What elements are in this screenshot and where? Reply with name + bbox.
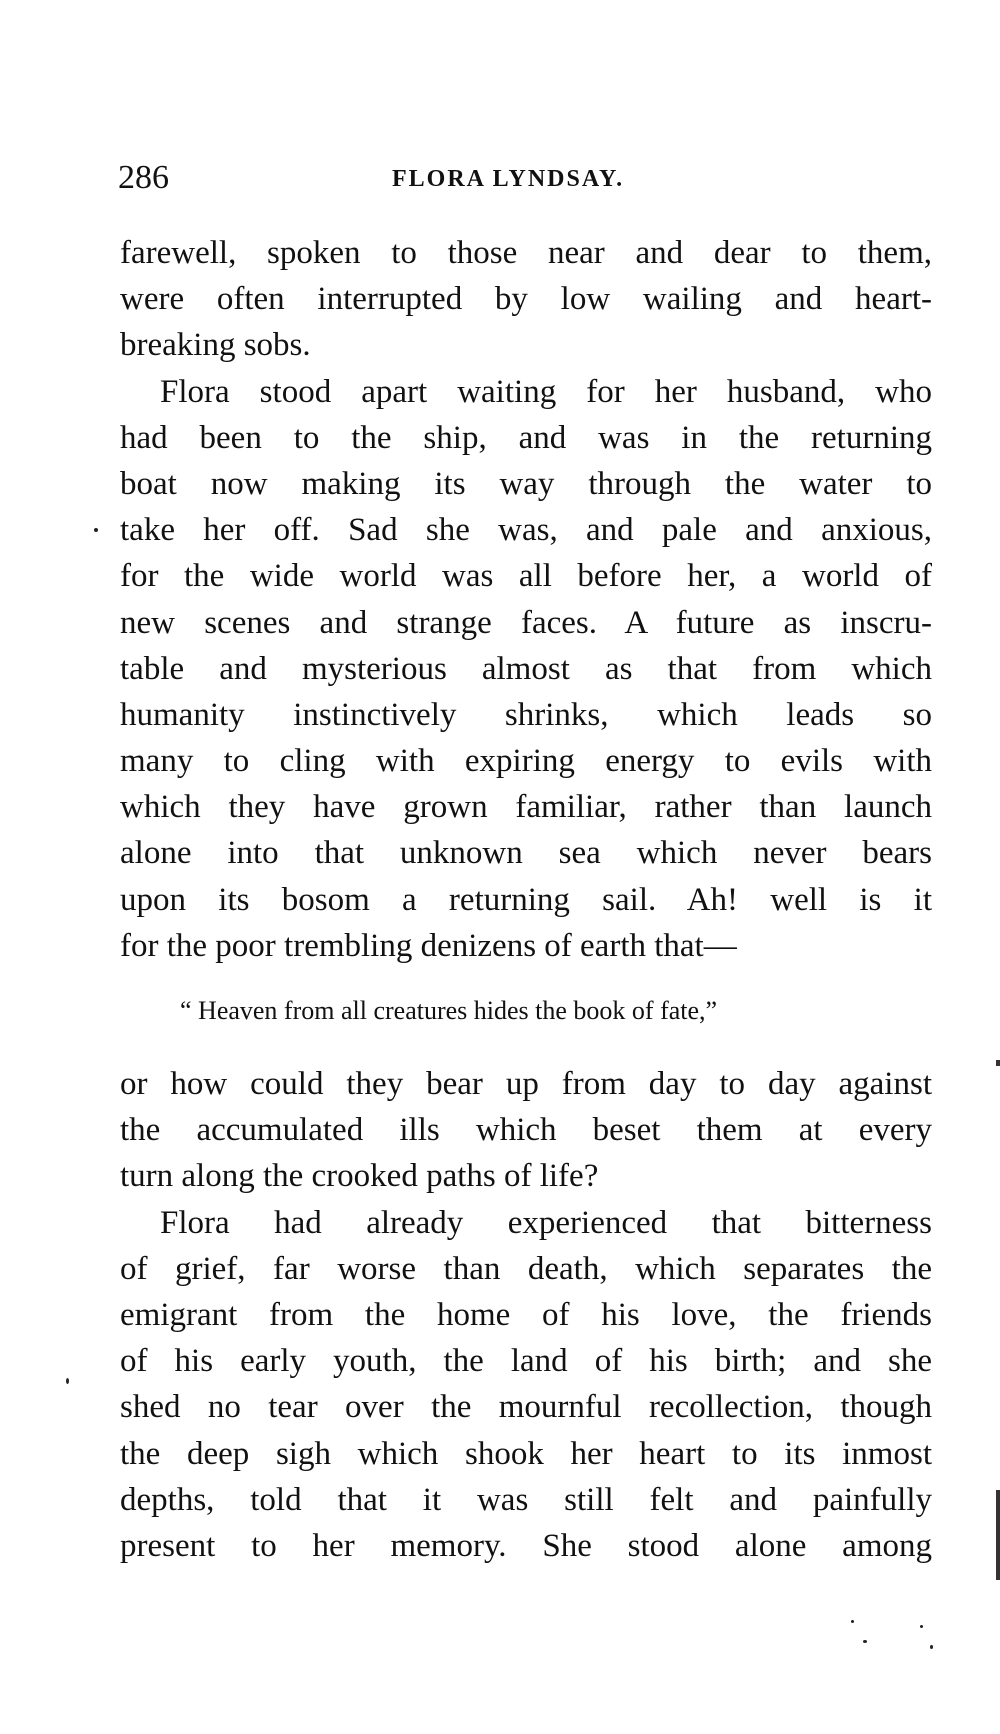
- body-text: [120, 230, 932, 1569]
- text-line: new scenes and strange faces. A future as inscru-: [120, 604, 932, 641]
- text-line: boat now making its way through the water to: [120, 465, 932, 502]
- page-number: 286: [118, 159, 169, 196]
- text-line: table and mysterious almost as that from which: [120, 650, 932, 687]
- text-line: were often interrupted by low wailing and heart-: [120, 281, 932, 318]
- text-line: depths, told that it was still felt and painfully: [120, 1481, 932, 1518]
- text-line: of grief, far worse than death, which separates the: [120, 1250, 932, 1287]
- text-line: humanity instinctively shrinks, which leads so: [120, 696, 932, 733]
- text-line: Flora had already experienced that bitterness: [160, 1204, 932, 1241]
- scan-speck: [920, 1625, 923, 1628]
- text-line: present to her memory. She stood alone among: [120, 1527, 932, 1564]
- scan-speck: [851, 1620, 854, 1623]
- text-line: the accumulated ills which beset them at every: [120, 1112, 932, 1149]
- text-line: which they have grown familiar, rather than launch: [120, 789, 932, 826]
- scan-speck: [94, 528, 98, 532]
- text-line: or how could they bear up from day to day against: [120, 1066, 932, 1102]
- page-edge-mark: [996, 1490, 1000, 1580]
- text-line: turn along the crooked paths of life?: [120, 1158, 599, 1195]
- text-line: take her off. Sad she was, and pale and anxious,: [120, 512, 932, 549]
- text-line: had been to the ship, and was in the returning: [120, 419, 932, 456]
- verse-quotation: “ Heaven from all creatures hides the book of fate,”: [180, 996, 718, 1025]
- quote-block: [120, 969, 932, 1059]
- text-line: breaking sobs.: [120, 327, 311, 364]
- text-line: farewell, spoken to those near and dear to them,: [120, 235, 932, 271]
- scan-speck: [66, 1378, 69, 1384]
- text-line: shed no tear over the mournful recollection, though: [120, 1389, 932, 1426]
- scan-speck: [863, 1640, 867, 1643]
- text-line: upon its bosom a returning sail. Ah! well is it: [120, 881, 932, 918]
- text-line: for the poor trembling denizens of earth that—: [120, 927, 737, 964]
- text-line: for the wide world was all before her, a world of: [120, 558, 932, 595]
- page-edge-mark: [996, 1060, 1000, 1066]
- running-title: FLORA LYNDSAY.: [392, 166, 625, 192]
- text-line: of his early youth, the land of his birth; and she: [120, 1343, 932, 1380]
- paragraphs-after-quote: [120, 1061, 932, 1569]
- text-line: alone into that unknown sea which never bears: [120, 835, 932, 872]
- text-line: many to cling with expiring energy to evils with: [120, 743, 932, 780]
- text-line: Flora stood apart waiting for her husband, who: [160, 373, 932, 410]
- paragraphs-before-quote: [120, 230, 932, 969]
- scan-speck: [930, 1645, 933, 1649]
- text-line: the deep sigh which shook her heart to its inmost: [120, 1435, 932, 1472]
- text-line: emigrant from the home of his love, the friends: [120, 1296, 932, 1333]
- running-header: [118, 158, 930, 198]
